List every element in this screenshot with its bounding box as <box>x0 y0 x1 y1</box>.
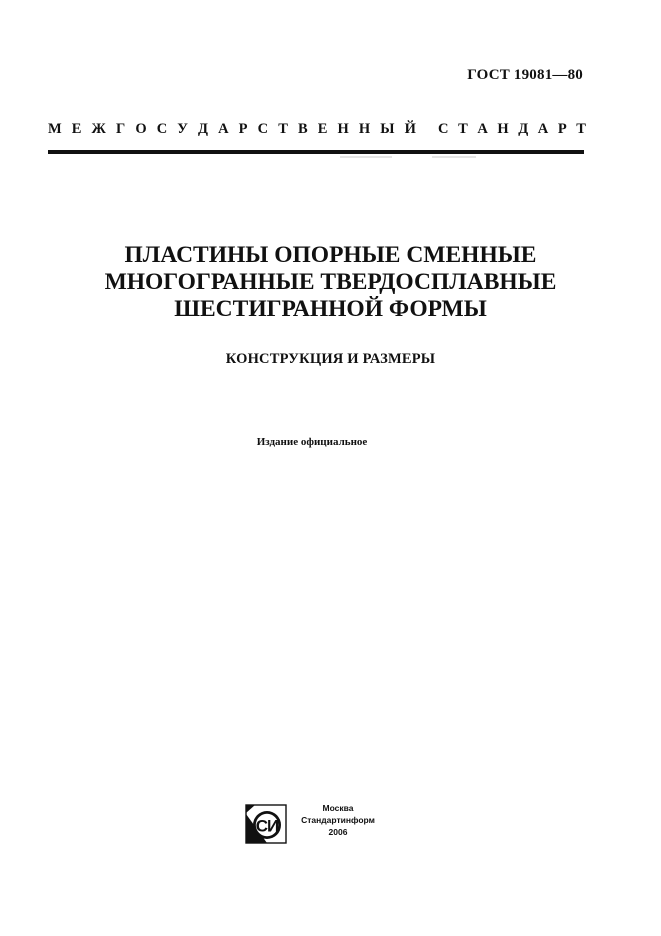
edition-note: Издание официальное <box>256 436 368 448</box>
letter: Д <box>198 121 208 137</box>
letter: А <box>477 121 488 137</box>
letter: Н <box>358 121 371 137</box>
letter: А <box>537 121 549 137</box>
letter: С <box>257 121 269 137</box>
header-rule <box>48 150 584 154</box>
letter: Т <box>576 121 586 137</box>
letter: Н <box>497 121 509 137</box>
publisher-year: 2006 <box>328 827 348 837</box>
letter: У <box>177 121 188 137</box>
publisher-city: Москва <box>322 803 354 813</box>
letter: Т <box>278 121 288 137</box>
rule-artifact <box>340 156 392 158</box>
letter: С <box>156 121 168 137</box>
letter: Р <box>557 121 567 137</box>
publisher-name: Стандартинформ <box>301 815 375 825</box>
document-subtitle: КОНСТРУКЦИЯ И РАЗМЕРЫ <box>225 351 436 367</box>
letter: Ы <box>380 121 395 137</box>
standard-kind-heading <box>48 121 586 138</box>
letter: Ж <box>91 121 106 137</box>
letter: Е <box>317 121 328 137</box>
document-title <box>0 242 661 323</box>
letter: Д <box>518 121 529 137</box>
letter: Н <box>337 121 349 137</box>
letter: Й <box>404 121 416 137</box>
letter: Г <box>115 121 126 137</box>
rule-artifact <box>432 156 476 158</box>
publisher-block <box>288 802 388 838</box>
letter: Е <box>71 121 82 137</box>
letter: Т <box>458 121 468 137</box>
standartinform-logo-icon <box>245 804 287 844</box>
letter: О <box>135 121 147 137</box>
title-line-2: МНОГОГРАННЫЕ ТВЕРДОСПЛАВНЫЕ <box>104 269 557 295</box>
title-line-3: ШЕСТИГРАННОЙ ФОРМЫ <box>174 296 487 322</box>
svg-text:СИ: СИ <box>255 816 279 836</box>
letter: М <box>48 121 62 137</box>
standard-kind-word-2 <box>438 121 586 138</box>
letter: С <box>438 121 449 137</box>
letter: В <box>297 121 308 137</box>
gost-number: ГОСТ 19081—80 <box>467 67 583 83</box>
title-line-1: ПЛАСТИНЫ ОПОРНЫЕ СМЕННЫЕ <box>124 242 537 268</box>
letter: А <box>218 121 229 137</box>
standard-kind-word-1 <box>48 121 416 138</box>
letter: Р <box>238 121 248 137</box>
